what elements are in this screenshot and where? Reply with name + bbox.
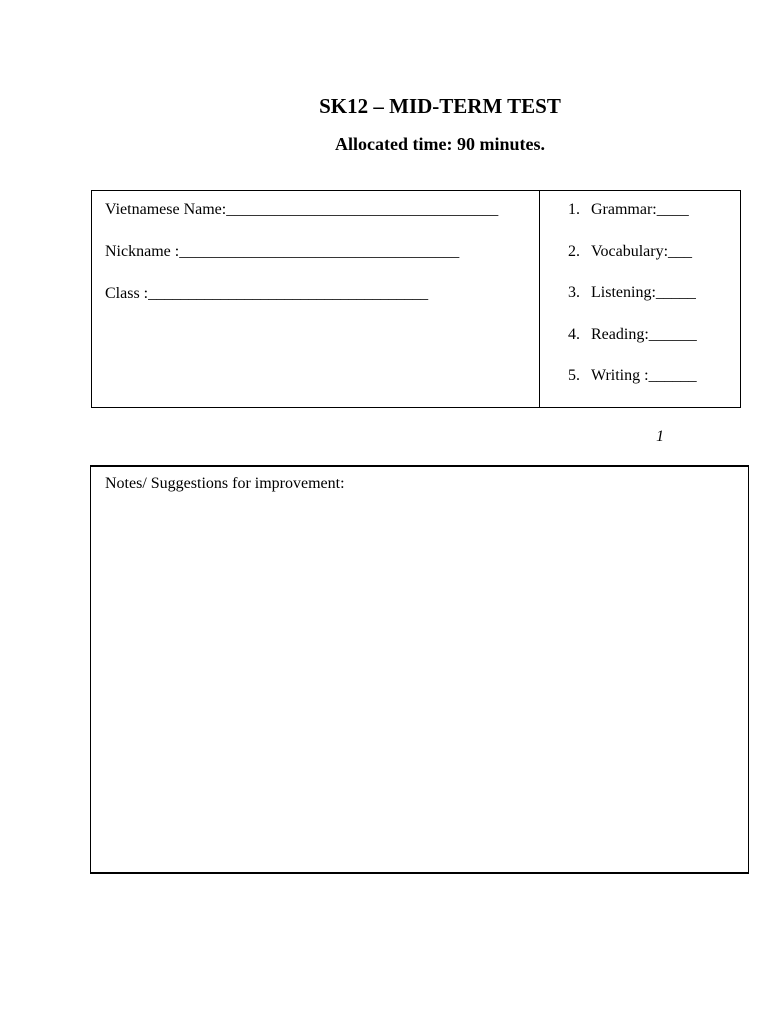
field-blank: __________________________________ <box>226 201 499 218</box>
score-number: 3. <box>568 284 580 301</box>
field-blank: ___________________________________ <box>179 243 460 260</box>
score-writing[interactable] <box>568 366 740 408</box>
page-title: SK12 – MID-TERM TEST <box>319 94 561 118</box>
score-blank: ______ <box>648 325 697 343</box>
score-label: Vocabulary: <box>591 242 669 260</box>
class-field[interactable] <box>105 284 539 326</box>
score-blank: ___ <box>668 242 693 260</box>
student-info-table <box>91 190 741 408</box>
page-number: 1 <box>656 428 664 445</box>
score-listening[interactable] <box>568 283 740 325</box>
score-reading[interactable] <box>568 325 740 367</box>
score-blank: ______ <box>648 367 697 384</box>
field-label: Vietnamese Name: <box>105 201 227 218</box>
vietnamese-name-field[interactable] <box>105 200 539 242</box>
notes-label: Notes/ Suggestions for improvement: <box>105 475 345 492</box>
field-label: Class : <box>105 285 149 302</box>
nickname-field[interactable] <box>105 242 539 284</box>
score-label: Grammar: <box>591 201 657 218</box>
score-blank: _____ <box>655 284 696 301</box>
score-label: Listening: <box>591 284 656 301</box>
student-details-cell <box>92 191 540 407</box>
score-number: 4. <box>568 325 580 343</box>
notes-box[interactable] <box>90 465 749 874</box>
score-vocabulary[interactable] <box>568 242 740 284</box>
time-allocation: Allocated time: 90 minutes. <box>335 134 545 154</box>
field-blank: ___________________________________ <box>148 285 429 302</box>
score-label: Reading: <box>591 325 649 343</box>
score-grammar[interactable] <box>568 200 740 242</box>
score-number: 5. <box>568 367 580 384</box>
field-label: Nickname : <box>105 243 180 260</box>
score-number: 1. <box>568 201 580 218</box>
score-label: Writing : <box>591 367 649 384</box>
score-blank: ____ <box>656 201 689 218</box>
score-number: 2. <box>568 242 580 260</box>
score-list-cell <box>540 191 740 407</box>
